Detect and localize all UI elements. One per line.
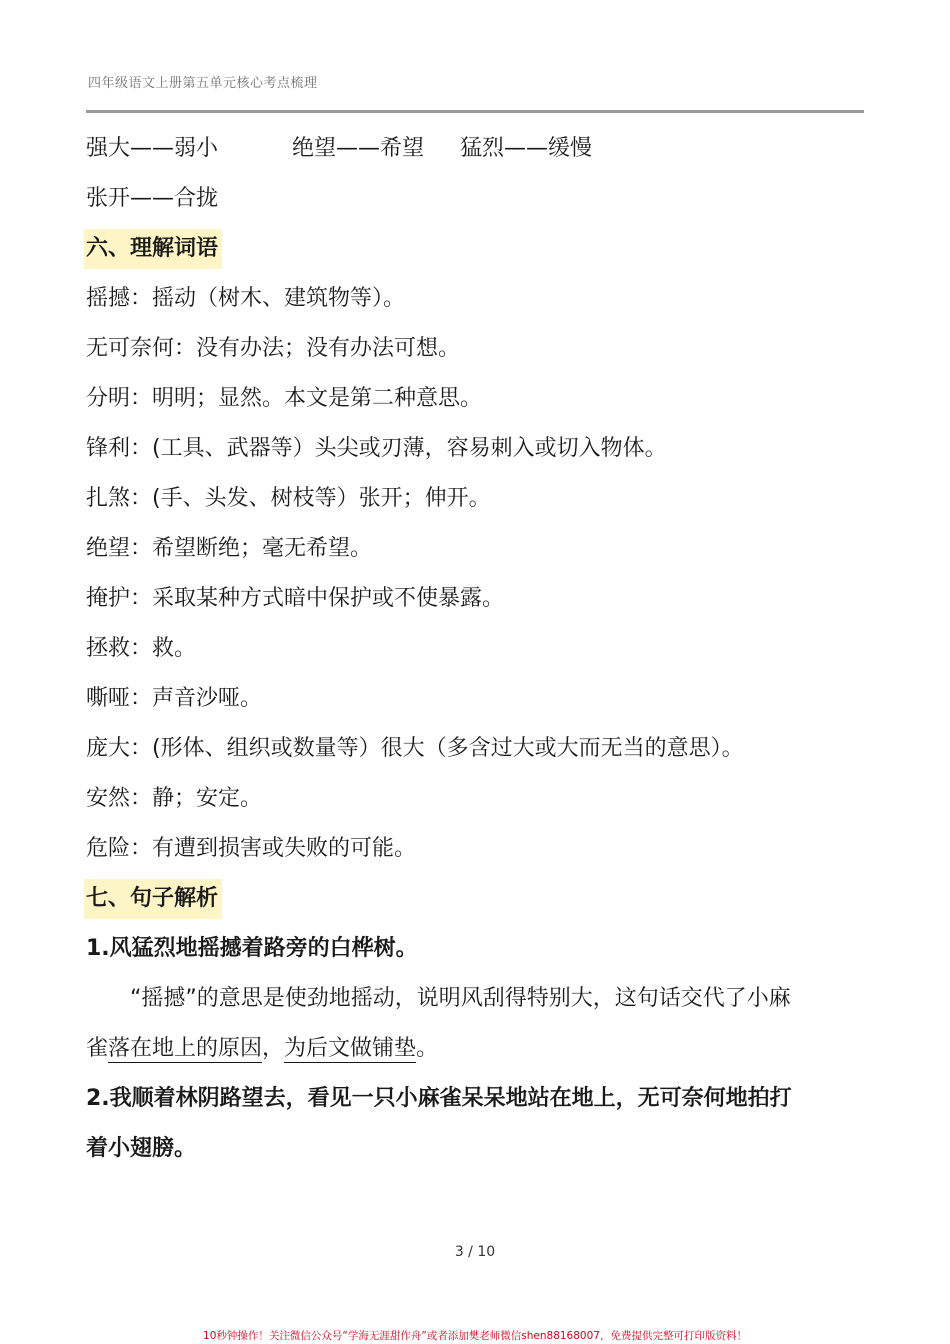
page-content [86, 124, 866, 1174]
underlined-phrase: 落在地上的原因 [108, 1036, 263, 1061]
footer-notice: 10秒钟操作！关注微信公众号“学海无涯甜作舟”或者添加樊老师微信shen88168007，免费提供完整可打印版资料！ [203, 1330, 747, 1342]
definition-item: 摇撼：摇动（树木、建筑物等）。 [86, 286, 406, 311]
sentence-heading: 1.风猛烈地摇撼着路旁的白桦树。 [86, 936, 418, 961]
definition-item: 绝望：希望断绝；毫无希望。 [86, 536, 373, 561]
document-header: 四年级语文上册第五单元核心考点梳理 [88, 76, 318, 91]
definition-item: 无可奈何：没有办法；没有办法可想。 [86, 336, 461, 361]
section-heading: 六、理解词语 [84, 229, 222, 269]
antonym-pair: 张开——合拢 [86, 186, 219, 211]
definition-item: 分明：明明；显然。本文是第二种意思。 [86, 386, 483, 411]
analysis-text: ， [262, 1036, 285, 1061]
section-heading: 七、句子解析 [84, 879, 222, 919]
antonym-pair: 猛烈——缓慢 [460, 136, 593, 161]
antonym-row [86, 124, 866, 174]
sentence-heading: 2.我顺着林阴路望去，看见一只小麻雀呆呆地站在地上，无可奈何地拍打 [86, 1086, 792, 1111]
definition-item: 危险：有遭到损害或失败的可能。 [86, 836, 417, 861]
header-divider [86, 110, 864, 113]
section-heading-row [86, 224, 866, 274]
definition-item: 掩护：采取某种方式暗中保护或不使暴露。 [86, 586, 505, 611]
analysis-text: “摇撼”的意思是使劲地摇动，说明风刮得特别大，这句话交代了小麻 [130, 986, 791, 1011]
definition-item: 庞大：(形体、组织或数量等）很大（多含过大或大而无当的意思）。 [86, 736, 744, 761]
sentence-heading: 着小翅膀。 [86, 1136, 197, 1161]
underlined-phrase: 为后文做铺垫 [284, 1036, 417, 1061]
antonym-row [86, 174, 866, 224]
page-number: 3 / 10 [454, 1244, 496, 1260]
antonym-pair: 强大——弱小 [86, 136, 219, 161]
analysis-text: 。 [416, 1036, 439, 1061]
analysis-text: 雀 [86, 1036, 109, 1061]
definition-item: 扎煞：(手、头发、树枝等）张开；伸开。 [86, 486, 491, 511]
analysis-paragraph [86, 974, 866, 1024]
analysis-paragraph [86, 1024, 866, 1074]
definition-item: 锋利：(工具、武器等）头尖或刃薄，容易刺入或切入物体。 [86, 436, 667, 461]
antonym-pair: 绝望——希望 [292, 136, 425, 161]
section-heading-row [86, 874, 866, 924]
definition-item: 嘶哑：声音沙哑。 [86, 686, 263, 711]
definition-item: 拯救：救。 [86, 636, 197, 661]
definition-item: 安然：静；安定。 [86, 786, 263, 811]
